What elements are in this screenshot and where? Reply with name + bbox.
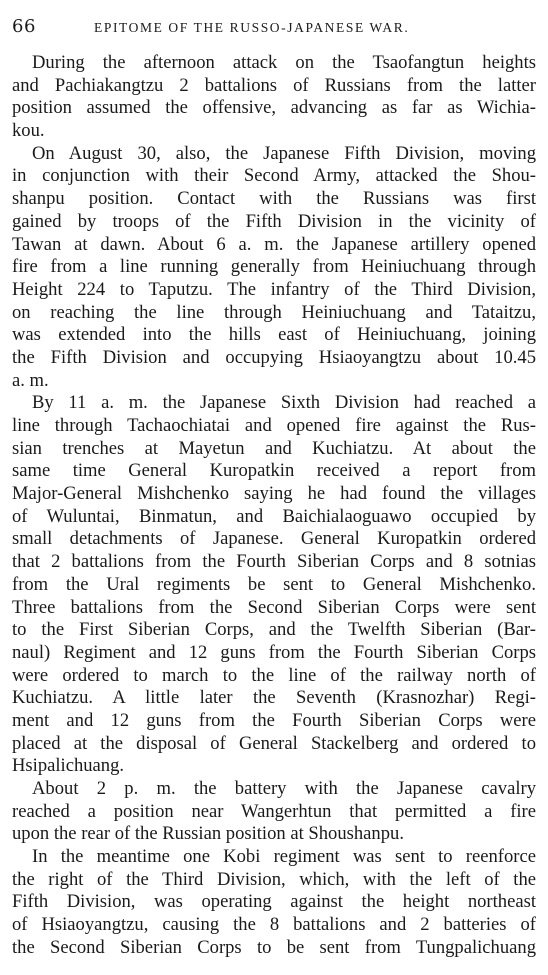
text-line: that 2 battalions from the Fourth Siberian Corps and 8 sotnias bbox=[12, 551, 536, 573]
body-text bbox=[12, 52, 536, 960]
text-line: position assumed the offensive, advancing as far as Wichia- bbox=[12, 97, 536, 119]
text-line: gained by troops of the Fifth Division in the vicinity of bbox=[12, 210, 536, 232]
text-line: the right of the Third Division, which, with the left of the bbox=[12, 868, 536, 890]
text-line: Major-General Mishchenko saying he had found the villages bbox=[12, 483, 536, 505]
text-line: kou. bbox=[12, 120, 45, 142]
text-line: Three battalions from the Second Siberian Corps were sent bbox=[12, 596, 536, 618]
text-line: naul) Regiment and 12 guns from the Fourth Siberian Corps bbox=[12, 641, 536, 663]
text-line: sian trenches at Mayetun and Kuchiatzu. At about the bbox=[12, 437, 536, 459]
text-line: Kuchiatzu. A little later the Seventh (Krasnozhar) Regi- bbox=[12, 687, 536, 709]
text-line: Hsipalichuang. bbox=[12, 755, 125, 777]
text-line: same time General Kuropatkin received a report from bbox=[12, 460, 536, 482]
text-line: the Second Siberian Corps to be sent from Tungpalichuang bbox=[12, 936, 536, 958]
text-line: the Fifth Division and occupying Hsiaoyangtzu about 10.45 bbox=[12, 346, 536, 368]
paragraph bbox=[12, 846, 536, 959]
text-line: Height 224 to Taputzu. The infantry of the Third Division, bbox=[12, 278, 536, 300]
text-line: of Wuluntai, Binmatun, and Baichialaoguawo occupied by bbox=[12, 505, 536, 527]
text-line: a. m. bbox=[12, 369, 49, 391]
text-line: were ordered to march to the line of the railway north of bbox=[12, 664, 536, 686]
text-line: from the Ural regiments be sent to General Mishchenko. bbox=[12, 573, 536, 595]
text-line: reached a position near Wangerhtun that permitted a fire bbox=[12, 800, 536, 822]
page-number: 66 bbox=[12, 16, 36, 37]
text-line: Tawan at dawn. About 6 a. m. the Japanese artillery opened bbox=[12, 233, 536, 255]
text-line: On August 30, also, the Japanese Fifth Division, moving bbox=[32, 142, 536, 164]
text-line: Fifth Division, was operating against the height northeast bbox=[12, 891, 536, 913]
text-line: in conjunction with their Second Army, attacked the Shou- bbox=[12, 165, 536, 187]
text-line: to the First Siberian Corps, and the Twelfth Siberian (Bar- bbox=[12, 619, 536, 641]
paragraph bbox=[12, 778, 536, 846]
text-line: ment and 12 guns from the Fourth Siberian Corps were bbox=[12, 709, 536, 731]
paragraph bbox=[12, 392, 536, 778]
text-line: In the meantime one Kobi regiment was sent to reenforce bbox=[32, 846, 536, 868]
text-line: placed at the disposal of General Stackelberg and ordered to bbox=[12, 732, 536, 754]
text-line: on reaching the line through Heiniuchuang and Tataitzu, bbox=[12, 301, 536, 323]
text-line: small detachments of Japanese. General Kuropatkin ordered bbox=[12, 528, 536, 550]
text-line: fire from a line running generally from Heiniuchuang through bbox=[12, 256, 536, 278]
text-line: shanpu position. Contact with the Russians was first bbox=[12, 188, 536, 210]
text-line: line through Tachaochiatai and opened fire against the Rus- bbox=[12, 415, 536, 436]
page-header bbox=[12, 14, 536, 40]
text-line: About 2 p. m. the battery with the Japanese cavalry bbox=[32, 778, 536, 799]
text-line: By 11 a. m. the Japanese Sixth Division had reached a bbox=[32, 392, 536, 414]
paragraph bbox=[12, 52, 536, 143]
text-line: and Pachiakangtzu 2 battalions of Russians from the latter bbox=[12, 74, 536, 96]
text-line: of Hsiaoyangtzu, causing the 8 battalions and 2 batteries of bbox=[12, 914, 536, 936]
text-line: upon the rear of the Russian position at Shoushanpu. bbox=[12, 823, 404, 845]
paragraph bbox=[12, 143, 536, 393]
text-line: was extended into the hills east of Heiniuchuang, joining bbox=[12, 324, 536, 346]
text-line: During the afternoon attack on the Tsaofangtun heights bbox=[32, 52, 536, 73]
running-title: EPITOME OF THE RUSSO-JAPANESE WAR. bbox=[94, 20, 410, 35]
